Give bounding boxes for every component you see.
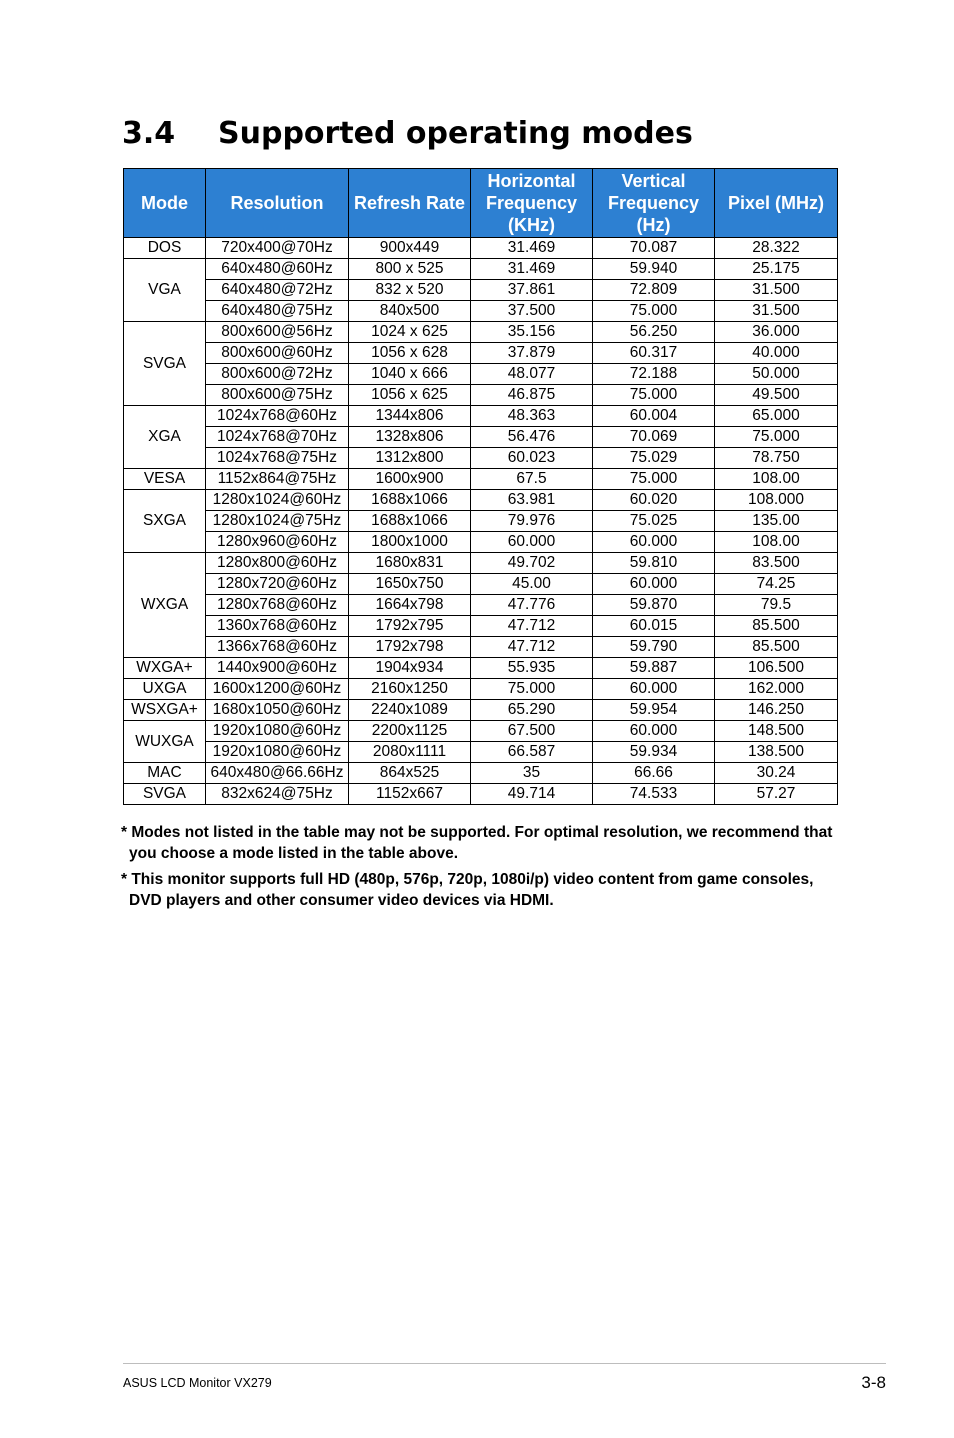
table-row	[124, 574, 838, 595]
refresh-rate-cell: 1344x806	[349, 406, 471, 427]
refresh-rate-cell: 2160x1250	[349, 679, 471, 700]
pixel-clock-cell: 108.000	[715, 490, 838, 511]
table-row	[124, 322, 838, 343]
horizontal-frequency-cell: 37.500	[471, 301, 593, 322]
pixel-clock-cell: 65.000	[715, 406, 838, 427]
refresh-rate-cell: 832 x 520	[349, 280, 471, 301]
horizontal-frequency-cell: 47.712	[471, 616, 593, 637]
resolution-cell: 720x400@70Hz	[206, 238, 349, 259]
vertical-frequency-cell: 56.250	[593, 322, 715, 343]
table-row	[124, 679, 838, 700]
pixel-clock-cell: 85.500	[715, 637, 838, 658]
refresh-rate-cell: 1312x800	[349, 448, 471, 469]
table-row	[124, 721, 838, 742]
table-row	[124, 469, 838, 490]
table-row	[124, 280, 838, 301]
refresh-rate-cell: 1056 x 625	[349, 385, 471, 406]
vertical-frequency-cell: 60.015	[593, 616, 715, 637]
mode-cell: WXGA	[124, 553, 206, 658]
header-refresh-rate: Refresh Rate	[349, 169, 471, 238]
pixel-clock-cell: 148.500	[715, 721, 838, 742]
pixel-clock-cell: 36.000	[715, 322, 838, 343]
vertical-frequency-cell: 74.533	[593, 784, 715, 805]
table-row	[124, 385, 838, 406]
vertical-frequency-cell: 75.000	[593, 469, 715, 490]
vertical-frequency-cell: 60.000	[593, 721, 715, 742]
footnotes	[121, 822, 845, 916]
table-row	[124, 616, 838, 637]
table-row	[124, 427, 838, 448]
resolution-cell: 800x600@60Hz	[206, 343, 349, 364]
vertical-frequency-cell: 59.810	[593, 553, 715, 574]
pixel-clock-cell: 57.27	[715, 784, 838, 805]
footnote-unsupported-modes: * Modes not listed in the table may not be supported. For optimal resolution, we recommend that you choose a mode listed in the table above.	[121, 824, 833, 862]
horizontal-frequency-cell: 31.469	[471, 238, 593, 259]
table-row	[124, 511, 838, 532]
pixel-clock-cell: 78.750	[715, 448, 838, 469]
refresh-rate-cell: 2080x1111	[349, 742, 471, 763]
mode-cell: SVGA	[124, 322, 206, 406]
mode-cell: XGA	[124, 406, 206, 469]
vertical-frequency-cell: 72.809	[593, 280, 715, 301]
header-horizontal-frequency: Horizontal Frequency (KHz)	[471, 169, 593, 238]
pixel-clock-cell: 138.500	[715, 742, 838, 763]
resolution-cell: 1024x768@75Hz	[206, 448, 349, 469]
table-row	[124, 637, 838, 658]
table-row	[124, 763, 838, 784]
table-row	[124, 364, 838, 385]
vertical-frequency-cell: 75.029	[593, 448, 715, 469]
table-row	[124, 700, 838, 721]
resolution-cell: 1280x720@60Hz	[206, 574, 349, 595]
vertical-frequency-cell: 60.000	[593, 532, 715, 553]
resolution-cell: 1280x1024@60Hz	[206, 490, 349, 511]
mode-cell: DOS	[124, 238, 206, 259]
vertical-frequency-cell: 59.934	[593, 742, 715, 763]
section-number: 3.4	[122, 116, 176, 151]
table-row	[124, 259, 838, 280]
horizontal-frequency-cell: 37.879	[471, 343, 593, 364]
pixel-clock-cell: 85.500	[715, 616, 838, 637]
vertical-frequency-cell: 60.000	[593, 679, 715, 700]
horizontal-frequency-cell: 48.363	[471, 406, 593, 427]
refresh-rate-cell: 1664x798	[349, 595, 471, 616]
refresh-rate-cell: 2200x1125	[349, 721, 471, 742]
horizontal-frequency-cell: 49.714	[471, 784, 593, 805]
refresh-rate-cell: 1056 x 628	[349, 343, 471, 364]
mode-cell: VESA	[124, 469, 206, 490]
refresh-rate-cell: 1688x1066	[349, 511, 471, 532]
resolution-cell: 640x480@66.66Hz	[206, 763, 349, 784]
refresh-rate-cell: 1040 x 666	[349, 364, 471, 385]
resolution-cell: 800x600@56Hz	[206, 322, 349, 343]
table-header-row	[124, 169, 838, 238]
resolution-cell: 1366x768@60Hz	[206, 637, 349, 658]
refresh-rate-cell: 1328x806	[349, 427, 471, 448]
header-vertical-frequency: Vertical Frequency (Hz)	[593, 169, 715, 238]
refresh-rate-cell: 1792x795	[349, 616, 471, 637]
vertical-frequency-cell: 59.887	[593, 658, 715, 679]
table-row	[124, 784, 838, 805]
mode-cell: WSXGA+	[124, 700, 206, 721]
table-row	[124, 742, 838, 763]
horizontal-frequency-cell: 47.776	[471, 595, 593, 616]
vertical-frequency-cell: 75.000	[593, 385, 715, 406]
vertical-frequency-cell: 60.317	[593, 343, 715, 364]
horizontal-frequency-cell: 45.00	[471, 574, 593, 595]
refresh-rate-cell: 1650x750	[349, 574, 471, 595]
pixel-clock-cell: 146.250	[715, 700, 838, 721]
resolution-cell: 1152x864@75Hz	[206, 469, 349, 490]
operating-modes-table	[123, 168, 838, 805]
resolution-cell: 1360x768@60Hz	[206, 616, 349, 637]
table-row	[124, 595, 838, 616]
refresh-rate-cell: 1688x1066	[349, 490, 471, 511]
footnote-full-hd-support: * This monitor supports full HD (480p, 576p, 720p, 1080i/p) video content from game consoles, DVD players and other consumer video devices via HDMI.	[121, 871, 814, 909]
horizontal-frequency-cell: 35.156	[471, 322, 593, 343]
pixel-clock-cell: 83.500	[715, 553, 838, 574]
refresh-rate-cell: 864x525	[349, 763, 471, 784]
table-row	[124, 553, 838, 574]
refresh-rate-cell: 1600x900	[349, 469, 471, 490]
refresh-rate-cell: 1800x1000	[349, 532, 471, 553]
mode-cell: VGA	[124, 259, 206, 322]
refresh-rate-cell: 840x500	[349, 301, 471, 322]
table-row	[124, 532, 838, 553]
pixel-clock-cell: 49.500	[715, 385, 838, 406]
horizontal-frequency-cell: 56.476	[471, 427, 593, 448]
vertical-frequency-cell: 59.870	[593, 595, 715, 616]
horizontal-frequency-cell: 65.290	[471, 700, 593, 721]
mode-cell: MAC	[124, 763, 206, 784]
resolution-cell: 1280x768@60Hz	[206, 595, 349, 616]
horizontal-frequency-cell: 49.702	[471, 553, 593, 574]
pixel-clock-cell: 30.24	[715, 763, 838, 784]
horizontal-frequency-cell: 67.5	[471, 469, 593, 490]
resolution-cell: 1024x768@60Hz	[206, 406, 349, 427]
horizontal-frequency-cell: 60.023	[471, 448, 593, 469]
pixel-clock-cell: 162.000	[715, 679, 838, 700]
horizontal-frequency-cell: 55.935	[471, 658, 593, 679]
section-title	[122, 112, 693, 156]
header-pixel-clock: Pixel (MHz)	[715, 169, 838, 238]
refresh-rate-cell: 1904x934	[349, 658, 471, 679]
resolution-cell: 640x480@75Hz	[206, 301, 349, 322]
horizontal-frequency-cell: 79.976	[471, 511, 593, 532]
vertical-frequency-cell: 60.004	[593, 406, 715, 427]
vertical-frequency-cell: 70.069	[593, 427, 715, 448]
pixel-clock-cell: 79.5	[715, 595, 838, 616]
vertical-frequency-cell: 75.000	[593, 301, 715, 322]
horizontal-frequency-cell: 31.469	[471, 259, 593, 280]
footer-product-name: ASUS LCD Monitor VX279	[123, 1376, 272, 1390]
resolution-cell: 1280x1024@75Hz	[206, 511, 349, 532]
pixel-clock-cell: 75.000	[715, 427, 838, 448]
horizontal-frequency-cell: 37.861	[471, 280, 593, 301]
footer-divider	[123, 1363, 886, 1364]
table-row	[124, 238, 838, 259]
horizontal-frequency-cell: 48.077	[471, 364, 593, 385]
horizontal-frequency-cell: 60.000	[471, 532, 593, 553]
resolution-cell: 832x624@75Hz	[206, 784, 349, 805]
table-row	[124, 490, 838, 511]
page-number: 3-8	[861, 1373, 886, 1392]
horizontal-frequency-cell: 67.500	[471, 721, 593, 742]
pixel-clock-cell: 25.175	[715, 259, 838, 280]
pixel-clock-cell: 40.000	[715, 343, 838, 364]
resolution-cell: 1280x960@60Hz	[206, 532, 349, 553]
vertical-frequency-cell: 60.000	[593, 574, 715, 595]
mode-cell: SVGA	[124, 784, 206, 805]
pixel-clock-cell: 108.00	[715, 469, 838, 490]
refresh-rate-cell: 1792x798	[349, 637, 471, 658]
vertical-frequency-cell: 75.025	[593, 511, 715, 532]
pixel-clock-cell: 31.500	[715, 280, 838, 301]
table-row	[124, 658, 838, 679]
section-title-text: Supported operating modes	[218, 116, 693, 151]
resolution-cell: 640x480@72Hz	[206, 280, 349, 301]
vertical-frequency-cell: 59.954	[593, 700, 715, 721]
resolution-cell: 1600x1200@60Hz	[206, 679, 349, 700]
mode-cell: SXGA	[124, 490, 206, 553]
resolution-cell: 1680x1050@60Hz	[206, 700, 349, 721]
horizontal-frequency-cell: 63.981	[471, 490, 593, 511]
resolution-cell: 640x480@60Hz	[206, 259, 349, 280]
vertical-frequency-cell: 72.188	[593, 364, 715, 385]
vertical-frequency-cell: 66.66	[593, 763, 715, 784]
mode-cell: WXGA+	[124, 658, 206, 679]
mode-cell: UXGA	[124, 679, 206, 700]
horizontal-frequency-cell: 75.000	[471, 679, 593, 700]
header-resolution: Resolution	[206, 169, 349, 238]
refresh-rate-cell: 800 x 525	[349, 259, 471, 280]
vertical-frequency-cell: 59.790	[593, 637, 715, 658]
resolution-cell: 800x600@75Hz	[206, 385, 349, 406]
resolution-cell: 1920x1080@60Hz	[206, 721, 349, 742]
header-mode: Mode	[124, 169, 206, 238]
refresh-rate-cell: 2240x1089	[349, 700, 471, 721]
vertical-frequency-cell: 60.020	[593, 490, 715, 511]
refresh-rate-cell: 900x449	[349, 238, 471, 259]
horizontal-frequency-cell: 66.587	[471, 742, 593, 763]
resolution-cell: 1280x800@60Hz	[206, 553, 349, 574]
table-row	[124, 406, 838, 427]
mode-cell: WUXGA	[124, 721, 206, 763]
pixel-clock-cell: 28.322	[715, 238, 838, 259]
pixel-clock-cell: 74.25	[715, 574, 838, 595]
pixel-clock-cell: 50.000	[715, 364, 838, 385]
pixel-clock-cell: 106.500	[715, 658, 838, 679]
table-row	[124, 343, 838, 364]
resolution-cell: 1024x768@70Hz	[206, 427, 349, 448]
pixel-clock-cell: 108.00	[715, 532, 838, 553]
refresh-rate-cell: 1024 x 625	[349, 322, 471, 343]
table-body	[124, 238, 838, 805]
vertical-frequency-cell: 70.087	[593, 238, 715, 259]
pixel-clock-cell: 135.00	[715, 511, 838, 532]
refresh-rate-cell: 1680x831	[349, 553, 471, 574]
vertical-frequency-cell: 59.940	[593, 259, 715, 280]
refresh-rate-cell: 1152x667	[349, 784, 471, 805]
resolution-cell: 800x600@72Hz	[206, 364, 349, 385]
table-row	[124, 301, 838, 322]
horizontal-frequency-cell: 46.875	[471, 385, 593, 406]
table-row	[124, 448, 838, 469]
horizontal-frequency-cell: 47.712	[471, 637, 593, 658]
resolution-cell: 1920x1080@60Hz	[206, 742, 349, 763]
pixel-clock-cell: 31.500	[715, 301, 838, 322]
resolution-cell: 1440x900@60Hz	[206, 658, 349, 679]
horizontal-frequency-cell: 35	[471, 763, 593, 784]
